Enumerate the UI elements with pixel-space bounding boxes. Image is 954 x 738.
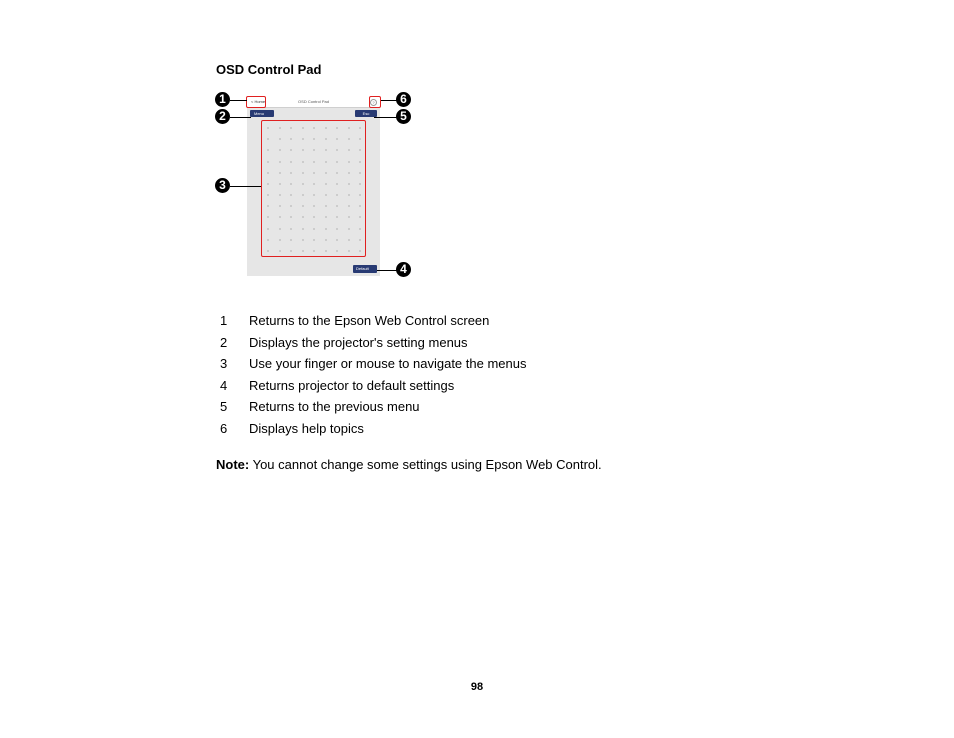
legend-text: Use your finger or mouse to navigate the menus xyxy=(249,356,527,371)
default-button[interactable]: Default xyxy=(353,265,377,273)
highlight-touch-pad xyxy=(261,120,366,257)
legend-item xyxy=(220,378,526,400)
legend-text: Returns to the previous menu xyxy=(249,399,420,414)
callout-number-6: 6 xyxy=(396,92,411,107)
screen-title: OSD Control Pad xyxy=(298,99,329,104)
page-number: 98 xyxy=(470,681,484,693)
legend-text: Displays the projector's setting menus xyxy=(249,334,468,350)
callout-line-2 xyxy=(230,117,251,118)
callout-number-4: 4 xyxy=(396,262,411,277)
osd-control-pad-figure xyxy=(0,0,954,300)
callout-number-2: 2 xyxy=(215,109,230,124)
callout-line-6 xyxy=(381,100,397,101)
legend-text: Displays help topics xyxy=(249,420,364,436)
section-heading: OSD Control Pad xyxy=(216,62,322,77)
menu-button[interactable]: Menu xyxy=(250,110,274,117)
highlight-home xyxy=(246,96,266,108)
legend-item xyxy=(220,335,526,357)
note-text: You cannot change some settings using Epson Web Control. xyxy=(249,457,602,472)
legend-number: 6 xyxy=(220,420,228,436)
home-link[interactable]: < Home xyxy=(251,99,266,104)
callout-line-4 xyxy=(377,270,397,271)
legend-text: Returns to the Epson Web Control screen xyxy=(249,313,490,328)
legend-number: 1 xyxy=(220,313,228,328)
legend-text: Returns projector to default settings xyxy=(249,377,455,393)
help-icon[interactable]: ? xyxy=(370,99,377,106)
callout-line-5 xyxy=(374,117,397,118)
callout-number-1: 1 xyxy=(215,92,230,107)
legend-item xyxy=(220,313,526,335)
callout-legend xyxy=(220,313,526,442)
esc-button[interactable]: Esc xyxy=(355,110,377,117)
legend-number: 2 xyxy=(220,334,228,350)
note-label: Note: xyxy=(216,457,250,472)
highlight-help xyxy=(369,96,381,108)
legend-number: 3 xyxy=(220,356,228,371)
legend-number: 5 xyxy=(220,399,228,414)
legend-number: 4 xyxy=(220,377,228,393)
callout-line-3 xyxy=(230,186,261,187)
legend-item xyxy=(220,399,526,421)
callout-number-5: 5 xyxy=(396,109,411,124)
callout-line-1 xyxy=(230,100,247,101)
callout-number-3: 3 xyxy=(215,178,230,193)
legend-item xyxy=(220,421,526,443)
note-paragraph xyxy=(216,457,602,472)
screen-top-bar xyxy=(247,97,380,108)
legend-item xyxy=(220,356,526,378)
